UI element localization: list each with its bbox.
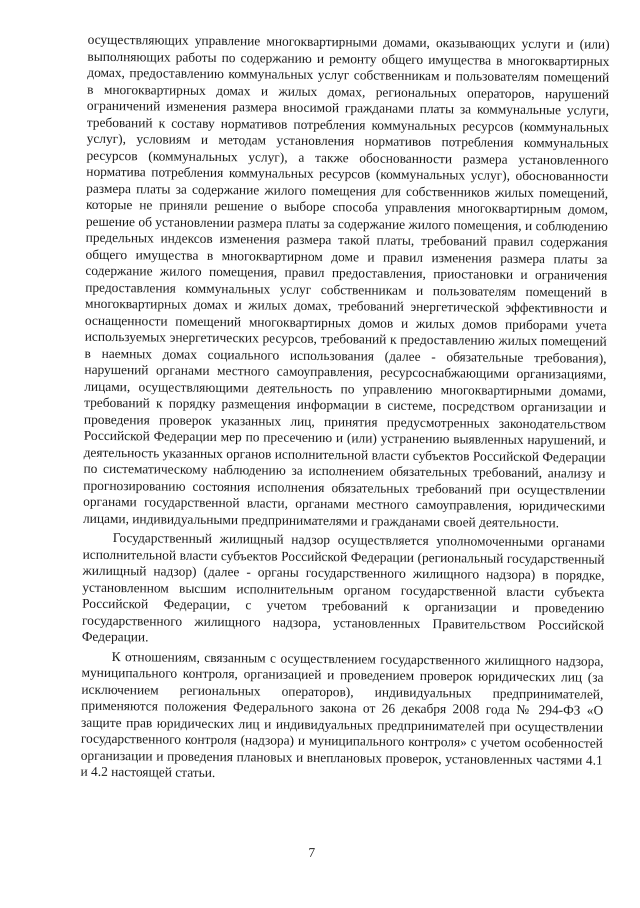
page-number: 7 — [308, 844, 316, 860]
paragraph-relations-inspections: К отношениям, связанным с осуществлением государственного жилищного надзора, муниципального контроля, организацией и проведением проверок юридических лиц (за исключением региональных операторов), индивидуальных предпринимателей, применяются положения Федерального закона от 26 декабря 2008 года № 294-ФЗ «О защите прав юридических лиц и индивидуальных предпринимателей при осуществлении государственного контроля (надзора) и муниципального контроля» с учетом особенностей организации и проведения плановых и внеплановых проверок, установленных частями 4.1 и 4.2 настоящей статьи. — [80, 648, 604, 781]
paragraph-continuation: осуществляющих управление многоквартирными домами, оказывающих услуги и (или) выполняющих работы по содержанию и ремонту общего имущества в многоквартирных домах, предоставлению коммунальных услуг собственникам и пользователям помещений в многоквартирных домах и жилых домах, региональных операторов, нарушений ограничений изменения размера вносимой гражданами платы за коммунальные услуги, требований к составу нормативов потребления коммунальных ресурсов (коммунальных услуг), условиям и методам установления нормативов потребления коммунальных ресурсов (коммунальных услуг), а также обоснованности размера установленного норматива потребления коммунальных ресурсов (коммунальных услуг), обоснованности размера платы за содержание жилого помещения для собственников жилых помещений, которые не приняли решение о выборе способа управления многоквартирным домом, решение об установлении размера платы за содержание жилого помещения, и соблюдению предельных индексов изменения размера такой платы, требований правил содержания общего имущества в многоквартирном доме и правил изменения размера платы за содержание жилого помещения, правил предоставления, приостановки и ограничения предоставления коммунальных услуг собственникам и пользователям помещений в многоквартирных домах и жилых домах, требований энергетической эффективности и оснащенности помещений многоквартирных домов и жилых домов приборами учета используемых энергетических ресурсов, требований к предоставлению жилых помещений в наемных домах социального использования (далее - обязательные требования), нарушений органами местного самоуправления, ресурсоснабжающими организациями, лицами, осуществляющими деятельность по управлению многоквартирными домами, требований к порядку размещения информации в системе, посредством организации и проведения проверок указанных лиц, принятия предусмотренных законодательством Российской Федерации мер по пресечению и (или) устранению выявленных нарушений, и деятельность указанных органов исполнительной власти субъектов Российской Федерации по систематическому наблюдению за исполнением обязательных требований, анализу и прогнозированию состояния исполнения обязательных требований при осуществлении органами государственной власти, органами местного самоуправления, юридическими лицами, индивидуальными предпринимателями и гражданами своей деятельности. — [82, 31, 610, 530]
paragraph-state-housing-supervision: Государственный жилищный надзор осуществляется уполномоченными органами исполнительной власти субъектов Российской Федерации (региональный государственный жилищный надзор) (далее - органы государственного жилищного надзора) в порядке, установленном высшим исполнительным органом государственной власти субъекта Российской Федерации, с учетом требований к организации и проведению государственного жилищного надзора, установленных Правительством Российской Федерации. — [81, 530, 605, 645]
